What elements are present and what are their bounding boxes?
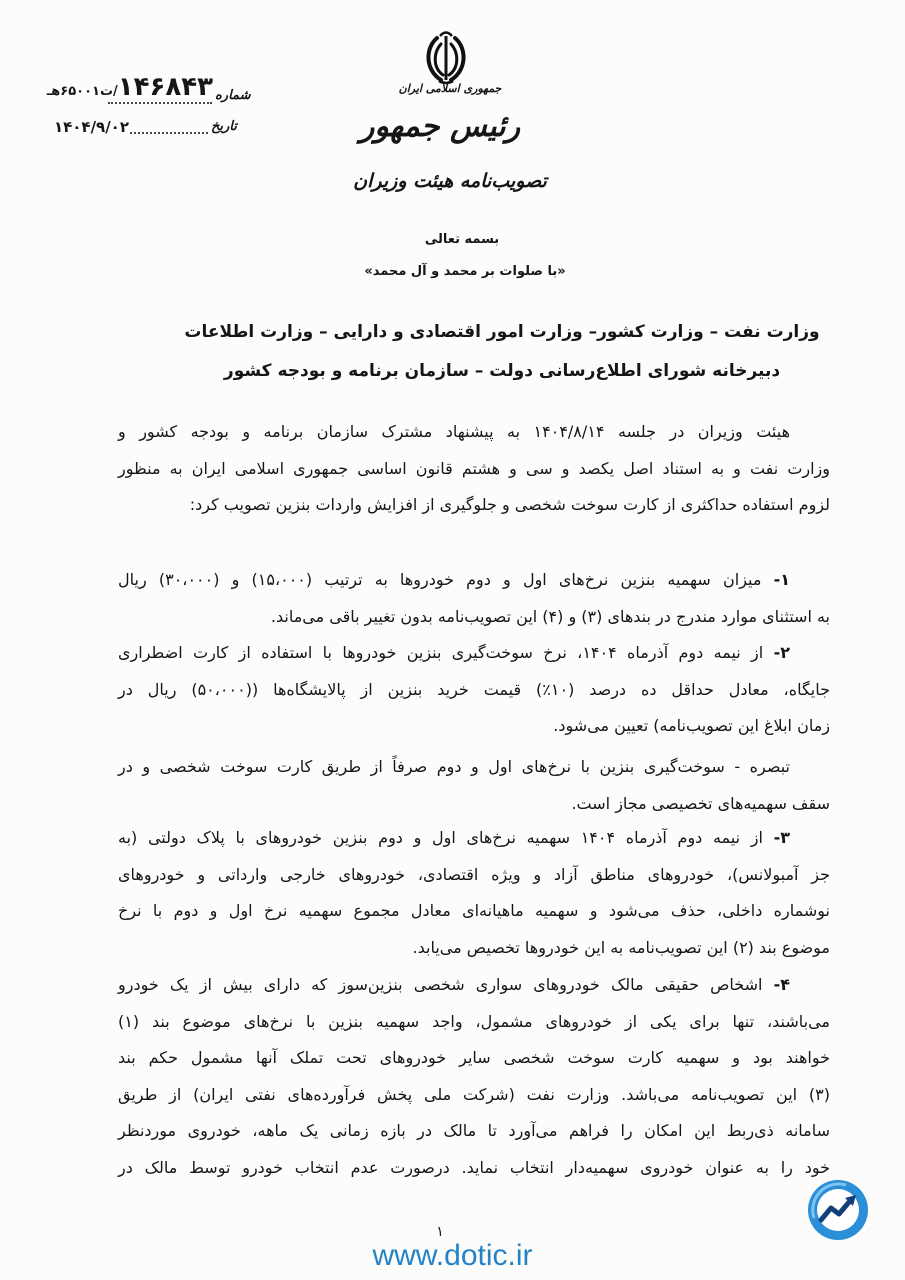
preamble-paragraph xyxy=(118,414,830,524)
clause-text: میزان سهمیه بنزین نرخ‌های اول و دوم خودروها به ترتیب (۱۵،۰۰۰) و (۳۰،۰۰۰) ریال xyxy=(118,570,762,589)
clause-2 xyxy=(118,635,830,745)
iran-emblem-icon xyxy=(424,28,468,86)
letter-number xyxy=(47,70,213,109)
clause-number: ۱- xyxy=(773,570,791,589)
letter-date: ۱۴۰۴/۹/۰۲ xyxy=(53,118,129,136)
clause-text: سوخت‌گیری بنزین با نرخ‌های اول و دوم صرفاً از طریق کارت سوخت شخصی و در xyxy=(118,757,725,776)
clause-number: ۲- xyxy=(773,643,790,662)
office-title: رئیس جمهور xyxy=(359,109,521,144)
body-line xyxy=(118,635,830,672)
body-line: وزارت نفت و به استناد اصل یکصد و سی و هشتم قانون اساسی جمهوری اسلامی ایران به منظور xyxy=(118,458,830,478)
site-url: www.dotic.ir xyxy=(372,1239,533,1272)
recipients-line: دبیرخانه شورای اطلاع‌رسانی دولت – سازمان برنامه و بودجه کشور xyxy=(223,361,781,381)
body-line xyxy=(118,967,830,1004)
invocation: بسمه تعالی xyxy=(424,232,500,247)
recipients-line: وزارت نفت – وزارت کشور– وزارت امور اقتصادی و دارایی – وزارت اطلاعات xyxy=(184,322,820,342)
body-line xyxy=(118,820,830,857)
body-line: موضوع بند (۲) این تصویب‌نامه به این خودروها تخصیص می‌یابد. xyxy=(412,937,830,957)
body-line: جایگاه، معادل حداقل ده درصد (۱۰٪) قیمت خرید بنزین از پالایشگاه‌ها ((۵۰،۰۰۰) ریال در xyxy=(118,679,831,699)
body-line: زمان ابلاغ این تصویب‌نامه) تعیین می‌شود. xyxy=(553,716,830,735)
date-label: تاریخ xyxy=(211,119,237,134)
letter-number-suffix: /ت۶۵۰۰۱هـ xyxy=(46,84,118,99)
body-line: لزوم استفاده حداکثری از کارت سوخت شخصی و جلوگیری از افزایش واردات بنزین تصویب کرد: xyxy=(189,495,830,514)
letter-number-main: ۱۴۶۸۴۳ xyxy=(117,72,213,102)
dotic-logo-icon xyxy=(806,1178,870,1242)
clause-1 xyxy=(118,562,830,635)
body-line: سامانه ذی‌ربط این امکان را فراهم می‌آورد تا مالک در بازه زمانی یک ماهه، خودروی موردنظر xyxy=(118,1121,830,1140)
body-line xyxy=(118,562,830,599)
clause-3 xyxy=(118,820,830,966)
number-label: شماره xyxy=(215,88,251,103)
salutation: «با صلوات بر محمد و آل محمد» xyxy=(364,264,566,279)
clause-text: از نیمه دوم آذرماه ۱۴۰۴ سهمیه نرخ‌های اول و دوم بنزین خودروهای با پلاک دولتی (به xyxy=(118,828,763,847)
body-line xyxy=(118,749,830,786)
body-line: (۳) این تصویب‌نامه می‌باشد. وزارت نفت (شرکت ملی پخش فرآورده‌های نفتی ایران) از طریق xyxy=(118,1084,830,1104)
body-line: نوشماره داخلی، حذف می‌شود و سهمیه ماهیانه‌ای معادل مجموع سهمیه نرخ اول و دوم با نرخ xyxy=(118,901,830,920)
date-leader xyxy=(130,132,208,134)
clause-text: از نیمه دوم آذرماه ۱۴۰۴، نرخ سوخت‌گیری بنزین خودروها با استفاده از کارت اضطراری xyxy=(118,643,764,662)
body-line: سقف سهمیه‌های تخصیصی مجاز است. xyxy=(571,793,830,813)
body-line: خود را به عنوان خودروی سهمیه‌دار انتخاب نماید. درصورت عدم انتخاب خودرو توسط مالک در xyxy=(118,1157,830,1177)
clause-number: ۴- xyxy=(773,975,791,994)
document-type: تصویب‌نامه هیئت وزیران xyxy=(353,170,547,192)
body-line: خواهند بود و سهمیه کارت سوخت شخصی سایر خودروهای تحت تملک آنها مشمول حکم بند xyxy=(118,1048,830,1067)
note-paragraph xyxy=(118,749,830,822)
note-label: تبصره - xyxy=(734,757,790,776)
clause-text: اشخاص حقیقی مالک خودروهای سواری شخصی بنزین‌سوز که دارای بیش از یک خودرو xyxy=(118,975,763,994)
clause-4 xyxy=(118,967,830,1186)
body-line: جز آمبولانس)، خودروهای مناطق آزاد و ویژه اقتصادی، خودروهای خارجی وارداتی و خودروهای xyxy=(118,864,830,884)
country-name: جمهوری اسلامی ایران xyxy=(398,82,502,95)
page-number: ۱ xyxy=(436,1224,444,1240)
body-line: هیئت وزیران در جلسه ۱۴۰۴/۸/۱۴ به پیشنهاد مشترک سازمان برنامه و بودجه کشور و xyxy=(118,422,791,441)
body-line: به استثنای موارد مندرج در بندهای (۳) و (۴) این تصویب‌نامه بدون تغییر باقی می‌ماند. xyxy=(270,606,830,626)
body-line: می‌باشند، تنها برای یکی از خودروهای مشمول، واجد سهمیه بنزین با نرخ‌های موضوع بند (۱) xyxy=(118,1011,830,1031)
clause-number: ۳- xyxy=(773,828,790,847)
